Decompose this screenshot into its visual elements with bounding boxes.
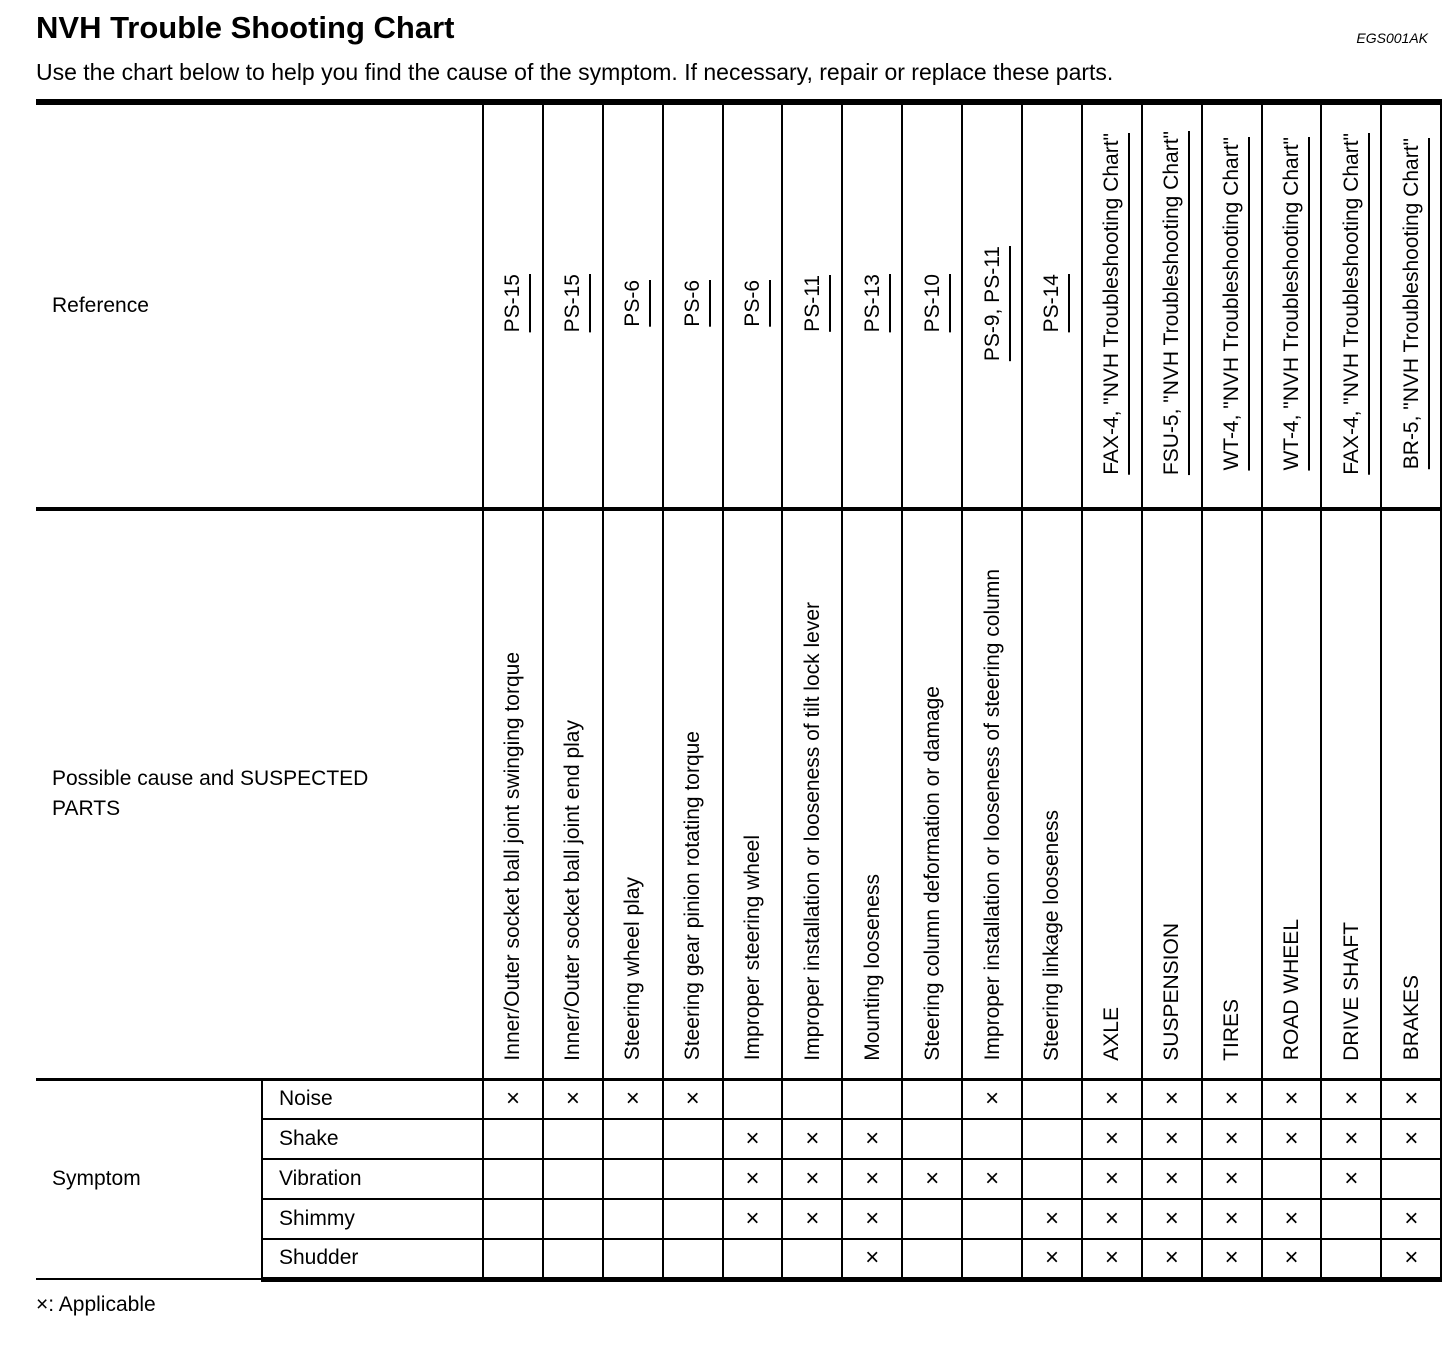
empty-mark-cell (483, 1239, 543, 1279)
applicable-mark-cell: × (1262, 1119, 1322, 1159)
applicable-mark-cell: × (1082, 1239, 1142, 1279)
symptom-name: Shake (262, 1119, 483, 1159)
symptom-group-header: Symptom (36, 1079, 262, 1279)
empty-mark-cell (1262, 1159, 1322, 1199)
empty-mark-cell (723, 1239, 783, 1279)
cause-text: Steering gear pinion rotating torque (681, 731, 705, 1061)
applicable-mark-cell: × (723, 1119, 783, 1159)
cause-text: Mounting looseness (860, 873, 884, 1061)
reference-cell (1142, 102, 1202, 509)
applicable-mark-cell: × (782, 1199, 842, 1239)
reference-link[interactable]: PS-6 (621, 280, 645, 327)
applicable-mark-cell: × (842, 1159, 902, 1199)
reference-cell (723, 102, 783, 509)
empty-mark-cell (1022, 1159, 1082, 1199)
reference-cell (603, 102, 663, 509)
cause-text: TIRES (1220, 998, 1244, 1061)
applicable-mark-cell: × (1202, 1079, 1262, 1119)
applicable-mark-cell: × (1142, 1079, 1202, 1119)
cause-text: AXLE (1100, 1006, 1124, 1061)
empty-mark-cell (603, 1239, 663, 1279)
reference-cell (1262, 102, 1322, 509)
empty-mark-cell (1321, 1199, 1381, 1239)
applicable-mark-cell: × (1082, 1079, 1142, 1119)
applicable-mark-cell: × (1381, 1119, 1441, 1159)
empty-mark-cell (483, 1199, 543, 1239)
reference-link[interactable]: PS-15 (561, 274, 585, 333)
cause-text: Steering column deformation or damage (920, 685, 944, 1061)
cause-cell (782, 509, 842, 1079)
cause-cell (1082, 509, 1142, 1079)
applicable-mark-cell: × (723, 1159, 783, 1199)
page-subtitle: Use the chart below to help you find the cause of the symptom. If necessary, repair or replace these parts. (36, 59, 1114, 85)
cause-cell (1022, 509, 1082, 1079)
reference-link[interactable]: FAX-4, "NVH Troubleshooting Chart" (1339, 132, 1363, 475)
cause-row (36, 509, 1441, 1079)
reference-cell (483, 102, 543, 509)
reference-link[interactable]: PS-10 (920, 274, 944, 333)
cause-cell (603, 509, 663, 1079)
cause-text: Improper installation or looseness of steering column (980, 569, 1004, 1061)
cause-text: Steering wheel play (621, 877, 645, 1061)
applicable-mark-cell: × (543, 1079, 603, 1119)
reference-cell (1321, 102, 1381, 509)
empty-mark-cell (663, 1199, 723, 1239)
applicable-mark-cell: × (603, 1079, 663, 1119)
empty-mark-cell (723, 1079, 783, 1119)
empty-mark-cell (483, 1119, 543, 1159)
cause-cell (902, 509, 962, 1079)
cause-cell (1381, 509, 1441, 1079)
applicable-mark-cell: × (1082, 1199, 1142, 1239)
cause-cell (962, 509, 1022, 1079)
applicable-mark-cell: × (842, 1119, 902, 1159)
applicable-mark-cell: × (1142, 1159, 1202, 1199)
applicable-mark-cell: × (1262, 1079, 1322, 1119)
reference-link[interactable]: PS-11 (800, 275, 824, 332)
reference-link[interactable]: PS-6 (681, 280, 705, 327)
reference-cell (782, 102, 842, 509)
applicable-mark-cell: × (902, 1159, 962, 1199)
empty-mark-cell (1321, 1239, 1381, 1279)
empty-mark-cell (902, 1199, 962, 1239)
applicable-mark-cell: × (1142, 1239, 1202, 1279)
applicable-mark-cell: × (842, 1239, 902, 1279)
reference-cell (543, 102, 603, 509)
empty-mark-cell (902, 1119, 962, 1159)
page-title: NVH Trouble Shooting Chart (36, 10, 455, 45)
cause-text: Inner/Outer socket ball joint end play (561, 719, 585, 1061)
reference-label: Reference (52, 294, 149, 317)
reference-link[interactable]: PS-14 (1040, 274, 1064, 333)
applicable-mark-cell: × (1022, 1239, 1082, 1279)
nvh-chart-table (36, 99, 1442, 1282)
cause-cell (483, 509, 543, 1079)
symptom-name: Noise (262, 1079, 483, 1119)
symptom-name: Shudder (262, 1239, 483, 1279)
empty-mark-cell (603, 1199, 663, 1239)
applicable-mark-cell: × (842, 1199, 902, 1239)
cause-cell (1142, 509, 1202, 1079)
symptom-name: Vibration (262, 1159, 483, 1199)
applicable-mark-cell: × (1202, 1239, 1262, 1279)
reference-cell (842, 102, 902, 509)
empty-mark-cell (782, 1079, 842, 1119)
empty-mark-cell (962, 1199, 1022, 1239)
cause-text: Steering linkage looseness (1040, 809, 1064, 1061)
applicable-mark-cell: × (1262, 1239, 1322, 1279)
reference-link[interactable]: FAX-4, "NVH Troubleshooting Chart" (1100, 132, 1124, 475)
empty-mark-cell (543, 1239, 603, 1279)
cause-text: Inner/Outer socket ball joint swinging torque (501, 651, 525, 1061)
cause-cell (663, 509, 723, 1079)
cause-cell (1202, 509, 1262, 1079)
applicable-mark-cell: × (962, 1159, 1022, 1199)
empty-mark-cell (1022, 1119, 1082, 1159)
reference-cell (1022, 102, 1082, 509)
empty-mark-cell (603, 1159, 663, 1199)
applicable-mark-cell: × (1381, 1079, 1441, 1119)
empty-mark-cell (1022, 1079, 1082, 1119)
reference-cell (1381, 102, 1441, 509)
reference-cell (902, 102, 962, 509)
applicable-mark-cell: × (1381, 1239, 1441, 1279)
applicable-mark-cell: × (663, 1079, 723, 1119)
applicable-mark-cell: × (1082, 1159, 1142, 1199)
cause-label: Possible cause and SUSPECTED PARTS (52, 766, 369, 821)
reference-link[interactable]: PS-13 (860, 274, 884, 333)
applicable-mark-cell: × (1321, 1159, 1381, 1199)
reference-link[interactable]: WT-4, "NVH Troubleshooting Chart" (1279, 136, 1303, 471)
symptom-row (36, 1079, 1441, 1119)
reference-link[interactable]: WT-4, "NVH Troubleshooting Chart" (1220, 136, 1244, 471)
reference-link[interactable]: FSU-5, "NVH Troubleshooting Chart" (1160, 131, 1184, 476)
applicable-mark-cell: × (1321, 1119, 1381, 1159)
applicable-mark-cell: × (1262, 1199, 1322, 1239)
cause-text: SUSPENSION (1160, 922, 1184, 1061)
applicable-legend: ×: Applicable (36, 1292, 156, 1316)
applicable-mark-cell: × (962, 1079, 1022, 1119)
applicable-mark-cell: × (1082, 1119, 1142, 1159)
applicable-mark-cell: × (483, 1079, 543, 1119)
cause-text: BRAKES (1399, 975, 1423, 1061)
applicable-mark-cell: × (1381, 1199, 1441, 1239)
reference-row-header (36, 102, 483, 509)
applicable-mark-cell: × (1202, 1159, 1262, 1199)
reference-link[interactable]: PS-15 (501, 274, 525, 333)
reference-link[interactable]: PS-9, PS-11 (980, 245, 1004, 362)
cause-cell (1321, 509, 1381, 1079)
empty-mark-cell (902, 1239, 962, 1279)
reference-cell (663, 102, 723, 509)
cause-row-header (36, 509, 483, 1079)
cause-text: DRIVE SHAFT (1339, 921, 1363, 1061)
empty-mark-cell (663, 1119, 723, 1159)
applicable-mark-cell: × (1321, 1079, 1381, 1119)
reference-cell (1082, 102, 1142, 509)
document-page (36, 0, 1442, 1317)
reference-link[interactable]: PS-6 (740, 280, 764, 327)
applicable-mark-cell: × (1142, 1119, 1202, 1159)
cause-cell (842, 509, 902, 1079)
applicable-mark-cell: × (782, 1119, 842, 1159)
empty-mark-cell (1381, 1159, 1441, 1199)
doc-code: EGS001AK (1356, 30, 1428, 46)
cause-cell (723, 509, 783, 1079)
empty-mark-cell (543, 1159, 603, 1199)
applicable-mark-cell: × (1142, 1199, 1202, 1239)
cause-cell (543, 509, 603, 1079)
empty-mark-cell (902, 1079, 962, 1119)
empty-mark-cell (483, 1159, 543, 1199)
reference-cell (1202, 102, 1262, 509)
reference-cell (962, 102, 1022, 509)
empty-mark-cell (603, 1119, 663, 1159)
applicable-mark-cell: × (1202, 1199, 1262, 1239)
applicable-mark-cell: × (782, 1159, 842, 1199)
cause-text: ROAD WHEEL (1279, 919, 1303, 1061)
empty-mark-cell (663, 1159, 723, 1199)
empty-mark-cell (962, 1239, 1022, 1279)
empty-mark-cell (842, 1079, 902, 1119)
cause-text: Improper steering wheel (740, 835, 764, 1061)
empty-mark-cell (962, 1119, 1022, 1159)
reference-link[interactable]: BR-5, "NVH Troubleshooting Chart" (1399, 137, 1423, 470)
empty-mark-cell (543, 1199, 603, 1239)
symptom-name: Shimmy (262, 1199, 483, 1239)
applicable-mark-cell: × (1022, 1199, 1082, 1239)
empty-mark-cell (782, 1239, 842, 1279)
cause-cell (1262, 509, 1322, 1079)
applicable-mark-cell: × (723, 1199, 783, 1239)
empty-mark-cell (663, 1239, 723, 1279)
empty-mark-cell (543, 1119, 603, 1159)
cause-text: Improper installation or looseness of tilt lock lever (800, 601, 824, 1061)
reference-row (36, 102, 1441, 509)
applicable-mark-cell: × (1202, 1119, 1262, 1159)
